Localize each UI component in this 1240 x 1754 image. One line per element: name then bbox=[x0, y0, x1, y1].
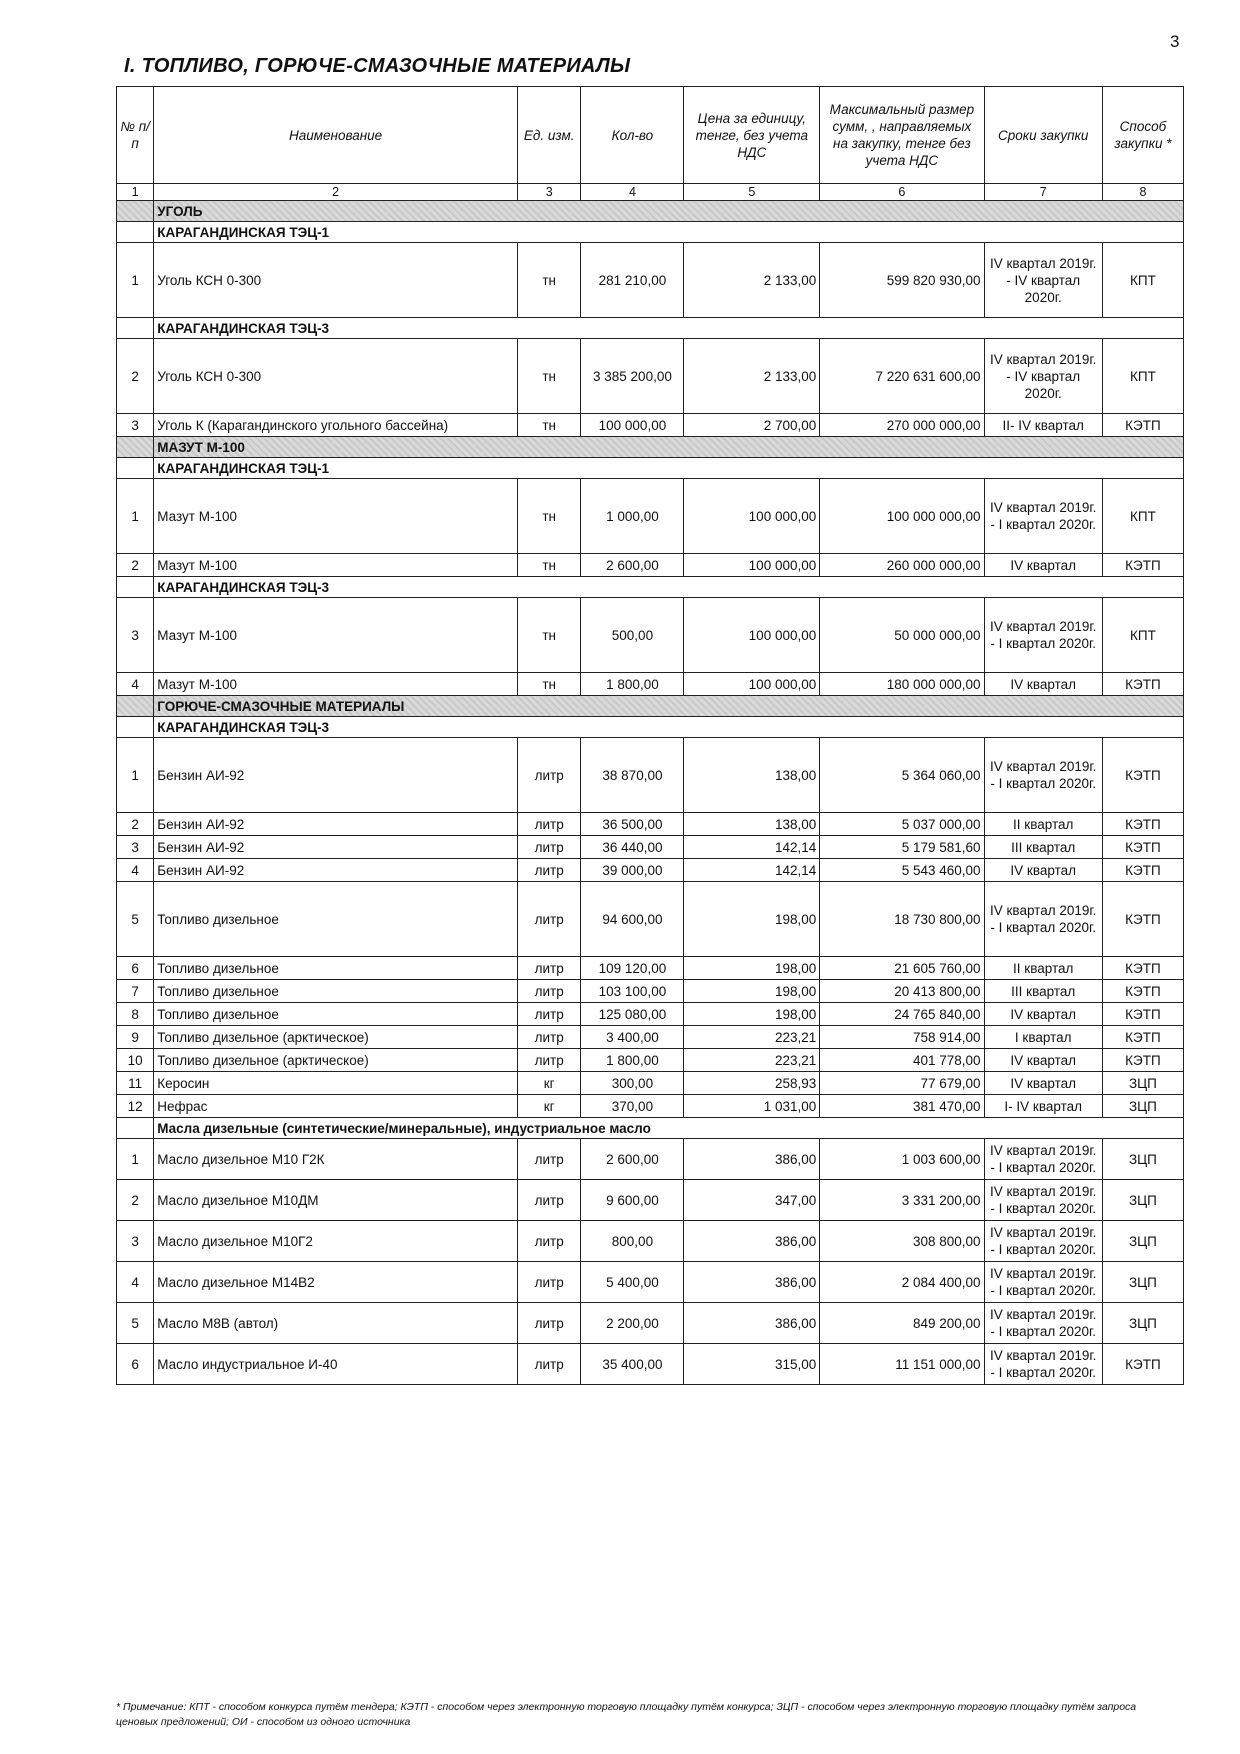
item-price: 2 133,00 bbox=[684, 339, 820, 414]
item-period: IV квартал bbox=[984, 1049, 1102, 1072]
row-number: 2 bbox=[117, 339, 154, 414]
item-method: ЗЦП bbox=[1102, 1095, 1183, 1118]
item-unit: тн bbox=[517, 243, 581, 318]
item-method: ЗЦП bbox=[1102, 1221, 1183, 1262]
row-number: 1 bbox=[117, 738, 154, 813]
item-unit: литр bbox=[517, 1139, 581, 1180]
table-row bbox=[117, 1262, 1184, 1303]
item-period: IV квартал 2019г. - IV квартал 2020г. bbox=[984, 243, 1102, 318]
item-price: 100 000,00 bbox=[684, 598, 820, 673]
item-quantity: 109 120,00 bbox=[581, 957, 684, 980]
table-row bbox=[117, 1221, 1184, 1262]
column-number: 1 bbox=[117, 184, 154, 201]
item-price: 198,00 bbox=[684, 1003, 820, 1026]
item-max-sum: 5 179 581,60 bbox=[820, 836, 984, 859]
group-number-cell bbox=[117, 437, 154, 458]
item-period: IV квартал bbox=[984, 859, 1102, 882]
row-number: 1 bbox=[117, 1139, 154, 1180]
item-max-sum: 24 765 840,00 bbox=[820, 1003, 984, 1026]
item-name: Бензин АИ-92 bbox=[154, 813, 518, 836]
table-row bbox=[117, 859, 1184, 882]
item-method: КЭТП bbox=[1102, 957, 1183, 980]
header-cell-number: № п/п bbox=[117, 87, 154, 184]
item-quantity: 3 400,00 bbox=[581, 1026, 684, 1049]
row-number: 7 bbox=[117, 980, 154, 1003]
item-unit: литр bbox=[517, 1262, 581, 1303]
table-row bbox=[117, 1303, 1184, 1344]
item-name: Мазут М-100 bbox=[154, 673, 518, 696]
item-quantity: 103 100,00 bbox=[581, 980, 684, 1003]
item-price: 386,00 bbox=[684, 1139, 820, 1180]
item-price: 198,00 bbox=[684, 882, 820, 957]
row-number: 2 bbox=[117, 554, 154, 577]
row-number: 6 bbox=[117, 1344, 154, 1385]
item-price: 142,14 bbox=[684, 859, 820, 882]
item-quantity: 1 800,00 bbox=[581, 1049, 684, 1072]
item-price: 198,00 bbox=[684, 957, 820, 980]
item-max-sum: 11 151 000,00 bbox=[820, 1344, 984, 1385]
row-number: 3 bbox=[117, 598, 154, 673]
item-name: Масло дизельное М10Г2 bbox=[154, 1221, 518, 1262]
item-method: КЭТП bbox=[1102, 414, 1183, 437]
item-period: III квартал bbox=[984, 836, 1102, 859]
item-max-sum: 100 000 000,00 bbox=[820, 479, 984, 554]
item-name: Топливо дизельное bbox=[154, 980, 518, 1003]
table-row bbox=[117, 479, 1184, 554]
item-period: II квартал bbox=[984, 957, 1102, 980]
item-quantity: 39 000,00 bbox=[581, 859, 684, 882]
item-unit: литр bbox=[517, 836, 581, 859]
item-max-sum: 599 820 930,00 bbox=[820, 243, 984, 318]
procurement-table bbox=[116, 86, 1184, 1385]
header-cell-unit: Ед. изм. bbox=[517, 87, 581, 184]
item-method: КПТ bbox=[1102, 339, 1183, 414]
item-period: IV квартал 2019г. - I квартал 2020г. bbox=[984, 1221, 1102, 1262]
item-period: IV квартал bbox=[984, 554, 1102, 577]
item-method: КЭТП bbox=[1102, 1344, 1183, 1385]
item-period: IV квартал bbox=[984, 1072, 1102, 1095]
subgroup-title: КАРАГАНДИНСКАЯ ТЭЦ-3 bbox=[154, 318, 1184, 339]
subgroup-row bbox=[117, 717, 1184, 738]
group-number-cell bbox=[117, 696, 154, 717]
item-unit: литр bbox=[517, 1221, 581, 1262]
row-number: 10 bbox=[117, 1049, 154, 1072]
item-price: 2 133,00 bbox=[684, 243, 820, 318]
item-unit: тн bbox=[517, 479, 581, 554]
item-name: Масло дизельное М10 Г2К bbox=[154, 1139, 518, 1180]
item-quantity: 2 600,00 bbox=[581, 554, 684, 577]
item-unit: литр bbox=[517, 1026, 581, 1049]
table-row bbox=[117, 243, 1184, 318]
header-cell-max-sum: Максимальный размер сумм, , направляемых на закупку, тенге без учета НДС bbox=[820, 87, 984, 184]
item-name: Топливо дизельное (арктическое) bbox=[154, 1049, 518, 1072]
item-name: Топливо дизельное bbox=[154, 1003, 518, 1026]
item-price: 347,00 bbox=[684, 1180, 820, 1221]
item-method: КЭТП bbox=[1102, 1049, 1183, 1072]
item-max-sum: 5 037 000,00 bbox=[820, 813, 984, 836]
item-period: IV квартал bbox=[984, 1003, 1102, 1026]
item-unit: литр bbox=[517, 1303, 581, 1344]
item-period: IV квартал 2019г. - I квартал 2020г. bbox=[984, 1344, 1102, 1385]
item-period: IV квартал 2019г. - I квартал 2020г. bbox=[984, 1262, 1102, 1303]
subgroup-row bbox=[117, 577, 1184, 598]
item-period: II- IV квартал bbox=[984, 414, 1102, 437]
row-number: 4 bbox=[117, 673, 154, 696]
item-quantity: 36 500,00 bbox=[581, 813, 684, 836]
item-price: 138,00 bbox=[684, 738, 820, 813]
group-number-cell bbox=[117, 458, 154, 479]
table-row bbox=[117, 813, 1184, 836]
item-max-sum: 5 364 060,00 bbox=[820, 738, 984, 813]
item-price: 386,00 bbox=[684, 1262, 820, 1303]
item-quantity: 500,00 bbox=[581, 598, 684, 673]
item-quantity: 300,00 bbox=[581, 1072, 684, 1095]
item-max-sum: 3 331 200,00 bbox=[820, 1180, 984, 1221]
table-row bbox=[117, 1180, 1184, 1221]
group-row bbox=[117, 437, 1184, 458]
item-unit: литр bbox=[517, 1003, 581, 1026]
item-period: IV квартал 2019г. - I квартал 2020г. bbox=[984, 1180, 1102, 1221]
item-method: КЭТП bbox=[1102, 554, 1183, 577]
item-name: Топливо дизельное bbox=[154, 882, 518, 957]
item-price: 142,14 bbox=[684, 836, 820, 859]
item-quantity: 800,00 bbox=[581, 1221, 684, 1262]
item-name: Бензин АИ-92 bbox=[154, 859, 518, 882]
item-quantity: 1 800,00 bbox=[581, 673, 684, 696]
item-method: КПТ bbox=[1102, 243, 1183, 318]
item-price: 2 700,00 bbox=[684, 414, 820, 437]
subgroup-title: Масла дизельные (синтетические/минеральные), индустриальное масло bbox=[154, 1118, 1184, 1139]
column-number: 8 bbox=[1102, 184, 1183, 201]
table-row bbox=[117, 1095, 1184, 1118]
row-number: 12 bbox=[117, 1095, 154, 1118]
column-number-row bbox=[117, 184, 1184, 201]
column-number: 2 bbox=[154, 184, 518, 201]
item-unit: литр bbox=[517, 957, 581, 980]
item-method: КПТ bbox=[1102, 479, 1183, 554]
subgroup-title: КАРАГАНДИНСКАЯ ТЭЦ-3 bbox=[154, 717, 1184, 738]
group-number-cell bbox=[117, 577, 154, 598]
item-price: 100 000,00 bbox=[684, 554, 820, 577]
item-quantity: 3 385 200,00 bbox=[581, 339, 684, 414]
item-price: 138,00 bbox=[684, 813, 820, 836]
item-price: 386,00 bbox=[684, 1303, 820, 1344]
item-price: 1 031,00 bbox=[684, 1095, 820, 1118]
group-number-cell bbox=[117, 1118, 154, 1139]
item-unit: кг bbox=[517, 1095, 581, 1118]
column-number: 7 bbox=[984, 184, 1102, 201]
table-body bbox=[117, 201, 1184, 1385]
item-max-sum: 308 800,00 bbox=[820, 1221, 984, 1262]
item-quantity: 2 600,00 bbox=[581, 1139, 684, 1180]
item-method: КЭТП bbox=[1102, 673, 1183, 696]
item-unit: тн bbox=[517, 598, 581, 673]
item-max-sum: 7 220 631 600,00 bbox=[820, 339, 984, 414]
row-number: 8 bbox=[117, 1003, 154, 1026]
group-title: МАЗУТ М-100 bbox=[154, 437, 1184, 458]
item-period: I квартал bbox=[984, 1026, 1102, 1049]
row-number: 3 bbox=[117, 414, 154, 437]
subgroup-row bbox=[117, 458, 1184, 479]
item-max-sum: 270 000 000,00 bbox=[820, 414, 984, 437]
item-method: КЭТП bbox=[1102, 980, 1183, 1003]
item-price: 386,00 bbox=[684, 1221, 820, 1262]
group-title: УГОЛЬ bbox=[154, 201, 1184, 222]
group-row bbox=[117, 201, 1184, 222]
item-unit: литр bbox=[517, 813, 581, 836]
column-number: 3 bbox=[517, 184, 581, 201]
item-quantity: 36 440,00 bbox=[581, 836, 684, 859]
header-row bbox=[117, 87, 1184, 184]
table-row bbox=[117, 1049, 1184, 1072]
procurement-table-wrapper bbox=[116, 86, 1184, 1385]
page-number: 3 bbox=[1170, 32, 1180, 51]
item-name: Масло индустриальное И-40 bbox=[154, 1344, 518, 1385]
item-period: II квартал bbox=[984, 813, 1102, 836]
item-unit: литр bbox=[517, 738, 581, 813]
column-number: 6 bbox=[820, 184, 984, 201]
item-max-sum: 77 679,00 bbox=[820, 1072, 984, 1095]
item-method: ЗЦП bbox=[1102, 1303, 1183, 1344]
item-name: Керосин bbox=[154, 1072, 518, 1095]
group-title: ГОРЮЧЕ-СМАЗОЧНЫЕ МАТЕРИАЛЫ bbox=[154, 696, 1184, 717]
item-quantity: 38 870,00 bbox=[581, 738, 684, 813]
table-row bbox=[117, 673, 1184, 696]
item-name: Мазут М-100 bbox=[154, 598, 518, 673]
item-max-sum: 401 778,00 bbox=[820, 1049, 984, 1072]
item-method: КЭТП bbox=[1102, 882, 1183, 957]
table-row bbox=[117, 882, 1184, 957]
row-number: 11 bbox=[117, 1072, 154, 1095]
item-unit: кг bbox=[517, 1072, 581, 1095]
item-name: Мазут М-100 bbox=[154, 479, 518, 554]
table-row bbox=[117, 1139, 1184, 1180]
group-number-cell bbox=[117, 318, 154, 339]
item-period: III квартал bbox=[984, 980, 1102, 1003]
table-row bbox=[117, 836, 1184, 859]
item-max-sum: 849 200,00 bbox=[820, 1303, 984, 1344]
item-name: Масло М8В (автол) bbox=[154, 1303, 518, 1344]
item-unit: тн bbox=[517, 414, 581, 437]
row-number: 1 bbox=[117, 479, 154, 554]
row-number: 3 bbox=[117, 836, 154, 859]
table-row bbox=[117, 414, 1184, 437]
row-number: 1 bbox=[117, 243, 154, 318]
row-number: 9 bbox=[117, 1026, 154, 1049]
item-quantity: 100 000,00 bbox=[581, 414, 684, 437]
item-method: КЭТП bbox=[1102, 1003, 1183, 1026]
item-name: Мазут М-100 bbox=[154, 554, 518, 577]
subgroup-title: КАРАГАНДИНСКАЯ ТЭЦ-1 bbox=[154, 458, 1184, 479]
item-max-sum: 20 413 800,00 bbox=[820, 980, 984, 1003]
item-method: КЭТП bbox=[1102, 738, 1183, 813]
item-method: КЭТП bbox=[1102, 1026, 1183, 1049]
item-max-sum: 2 084 400,00 bbox=[820, 1262, 984, 1303]
item-period: IV квартал 2019г. - I квартал 2020г. bbox=[984, 882, 1102, 957]
header-cell-price: Цена за единицу, тенге, без учета НДС bbox=[684, 87, 820, 184]
item-period: IV квартал 2019г. - I квартал 2020г. bbox=[984, 479, 1102, 554]
row-number: 5 bbox=[117, 882, 154, 957]
item-unit: литр bbox=[517, 1344, 581, 1385]
item-period: IV квартал 2019г. - I квартал 2020г. bbox=[984, 738, 1102, 813]
table-row bbox=[117, 1026, 1184, 1049]
item-name: Масло дизельное М10ДМ bbox=[154, 1180, 518, 1221]
table-row bbox=[117, 1003, 1184, 1026]
item-unit: литр bbox=[517, 980, 581, 1003]
item-unit: литр bbox=[517, 1049, 581, 1072]
table-row bbox=[117, 554, 1184, 577]
item-name: Уголь КСН 0-300 bbox=[154, 243, 518, 318]
table-row bbox=[117, 598, 1184, 673]
item-unit: тн bbox=[517, 673, 581, 696]
item-name: Бензин АИ-92 bbox=[154, 836, 518, 859]
item-method: ЗЦП bbox=[1102, 1180, 1183, 1221]
row-number: 4 bbox=[117, 1262, 154, 1303]
item-method: ЗЦП bbox=[1102, 1262, 1183, 1303]
item-method: КЭТП bbox=[1102, 813, 1183, 836]
item-name: Нефрас bbox=[154, 1095, 518, 1118]
item-price: 100 000,00 bbox=[684, 479, 820, 554]
item-price: 100 000,00 bbox=[684, 673, 820, 696]
group-number-cell bbox=[117, 222, 154, 243]
header-cell-name: Наименование bbox=[154, 87, 518, 184]
item-name: Уголь КСН 0-300 bbox=[154, 339, 518, 414]
subgroup-row bbox=[117, 222, 1184, 243]
table-row bbox=[117, 339, 1184, 414]
item-max-sum: 5 543 460,00 bbox=[820, 859, 984, 882]
item-price: 223,21 bbox=[684, 1049, 820, 1072]
item-name: Уголь К (Карагандинского угольного бассейна) bbox=[154, 414, 518, 437]
subgroup-title: КАРАГАНДИНСКАЯ ТЭЦ-1 bbox=[154, 222, 1184, 243]
item-max-sum: 1 003 600,00 bbox=[820, 1139, 984, 1180]
group-row bbox=[117, 696, 1184, 717]
item-max-sum: 18 730 800,00 bbox=[820, 882, 984, 957]
row-number: 3 bbox=[117, 1221, 154, 1262]
item-unit: литр bbox=[517, 859, 581, 882]
table-row bbox=[117, 738, 1184, 813]
table-row bbox=[117, 1072, 1184, 1095]
item-max-sum: 21 605 760,00 bbox=[820, 957, 984, 980]
item-quantity: 125 080,00 bbox=[581, 1003, 684, 1026]
item-period: IV квартал 2019г. - IV квартал 2020г. bbox=[984, 339, 1102, 414]
row-number: 4 bbox=[117, 859, 154, 882]
item-max-sum: 180 000 000,00 bbox=[820, 673, 984, 696]
item-quantity: 370,00 bbox=[581, 1095, 684, 1118]
column-number: 4 bbox=[581, 184, 684, 201]
group-number-cell bbox=[117, 201, 154, 222]
item-price: 258,93 bbox=[684, 1072, 820, 1095]
subgroup-row bbox=[117, 318, 1184, 339]
item-method: КЭТП bbox=[1102, 836, 1183, 859]
subgroup-row bbox=[117, 1118, 1184, 1139]
item-method: ЗЦП bbox=[1102, 1139, 1183, 1180]
item-period: IV квартал 2019г. - I квартал 2020г. bbox=[984, 598, 1102, 673]
item-price: 223,21 bbox=[684, 1026, 820, 1049]
item-name: Топливо дизельное (арктическое) bbox=[154, 1026, 518, 1049]
item-period: IV квартал 2019г. - I квартал 2020г. bbox=[984, 1139, 1102, 1180]
item-price: 315,00 bbox=[684, 1344, 820, 1385]
subgroup-title: КАРАГАНДИНСКАЯ ТЭЦ-3 bbox=[154, 577, 1184, 598]
item-quantity: 94 600,00 bbox=[581, 882, 684, 957]
item-quantity: 2 200,00 bbox=[581, 1303, 684, 1344]
column-number: 5 bbox=[684, 184, 820, 201]
item-method: КПТ bbox=[1102, 598, 1183, 673]
item-quantity: 9 600,00 bbox=[581, 1180, 684, 1221]
row-number: 2 bbox=[117, 813, 154, 836]
table-row bbox=[117, 980, 1184, 1003]
item-period: IV квартал bbox=[984, 673, 1102, 696]
header-cell-period: Сроки закупки bbox=[984, 87, 1102, 184]
item-name: Топливо дизельное bbox=[154, 957, 518, 980]
item-unit: тн bbox=[517, 339, 581, 414]
table-row bbox=[117, 1344, 1184, 1385]
header-cell-method: Способ закупки * bbox=[1102, 87, 1183, 184]
item-period: IV квартал 2019г. - I квартал 2020г. bbox=[984, 1303, 1102, 1344]
item-max-sum: 260 000 000,00 bbox=[820, 554, 984, 577]
section-title: I. ТОПЛИВО, ГОРЮЧЕ-СМАЗОЧНЫЕ МАТЕРИАЛЫ bbox=[124, 55, 631, 77]
item-max-sum: 381 470,00 bbox=[820, 1095, 984, 1118]
item-quantity: 281 210,00 bbox=[581, 243, 684, 318]
row-number: 5 bbox=[117, 1303, 154, 1344]
row-number: 6 bbox=[117, 957, 154, 980]
item-quantity: 35 400,00 bbox=[581, 1344, 684, 1385]
item-method: КЭТП bbox=[1102, 859, 1183, 882]
item-quantity: 1 000,00 bbox=[581, 479, 684, 554]
item-quantity: 5 400,00 bbox=[581, 1262, 684, 1303]
item-unit: литр bbox=[517, 882, 581, 957]
row-number: 2 bbox=[117, 1180, 154, 1221]
item-name: Бензин АИ-92 bbox=[154, 738, 518, 813]
item-period: I- IV квартал bbox=[984, 1095, 1102, 1118]
item-max-sum: 758 914,00 bbox=[820, 1026, 984, 1049]
item-max-sum: 50 000 000,00 bbox=[820, 598, 984, 673]
table-row bbox=[117, 957, 1184, 980]
item-unit: тн bbox=[517, 554, 581, 577]
header-cell-quantity: Кол-во bbox=[581, 87, 684, 184]
item-name: Масло дизельное М14В2 bbox=[154, 1262, 518, 1303]
footnote: * Примечание: КПТ - способом конкурса путём тендера; КЭТП - способом через электронную торговую площадку путём конкурса; ЗЦП - способом через электронную торговую площадку путём запроса ценовых предложений; ОИ - способом из одного источника bbox=[116, 1701, 1137, 1728]
item-unit: литр bbox=[517, 1180, 581, 1221]
item-method: ЗЦП bbox=[1102, 1072, 1183, 1095]
item-price: 198,00 bbox=[684, 980, 820, 1003]
group-number-cell bbox=[117, 717, 154, 738]
